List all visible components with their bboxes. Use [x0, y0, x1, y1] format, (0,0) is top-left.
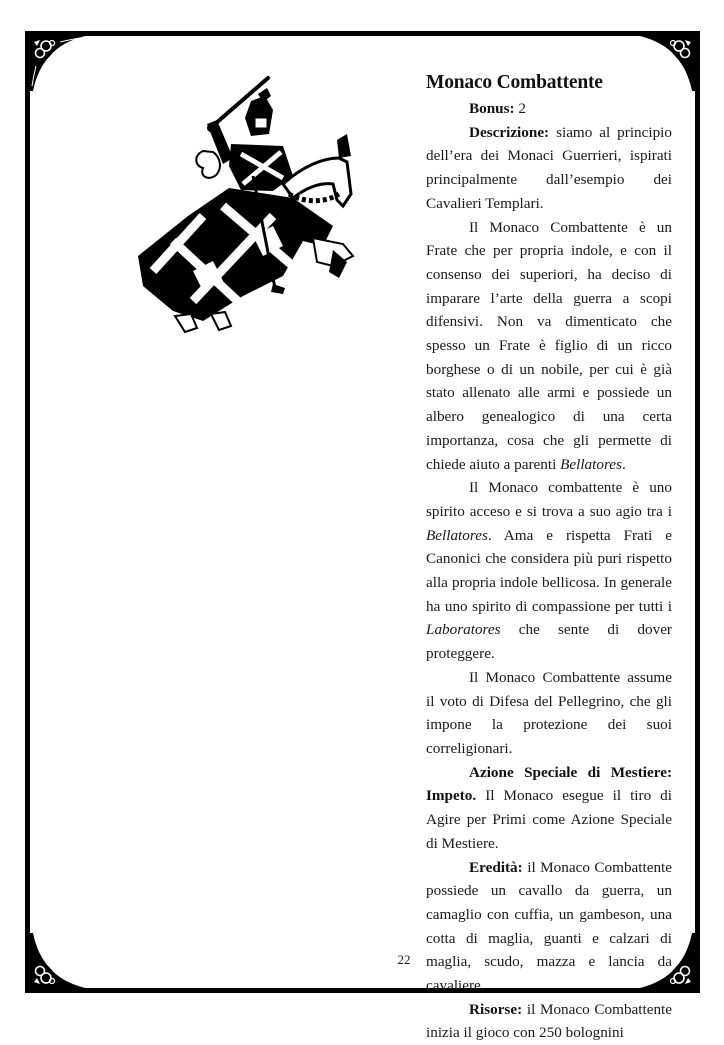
eredita-text: il Monaco Combattente possiede un cavallo da guerra, un camaglio con cuffia, un gambeson, una cotta di maglia, guanti e calzari di maglia, scudo, mazza e lancia da cavaliere.: [426, 858, 673, 995]
risorse-paragraph: [426, 998, 672, 1045]
ornament-corner-icon: [30, 36, 90, 96]
descrizione-text: siamo al principio dell’era dei Monaci Guerrieri, ispirati principalmente dall’esempio dei Cavalieri Templari.: [426, 123, 672, 212]
bonus-paragraph: [426, 97, 672, 121]
risorse-text: il Monaco Combattente inizia il gioco con 250 bolognini: [426, 1000, 673, 1042]
page-title: Monaco Combattente: [426, 72, 603, 93]
ornament-corner-icon: [30, 928, 90, 988]
azione-text: Il Monaco esegue il tiro di Agire per Primi come Azione Speciale di Mestiere.: [426, 787, 672, 852]
paragraph-text: che sente di dover proteggere.: [426, 621, 672, 663]
paragraph-text: .: [621, 455, 626, 473]
risorse-label: Risorse:: [469, 1000, 523, 1018]
text-column: [426, 70, 672, 1045]
eredita-label: Eredità:: [469, 858, 523, 876]
descrizione-paragraph-4: Il Monaco Combattente assume il voto di Difesa del Pellegrino, che gli impone la protezione dei suoi correligionari.: [426, 668, 672, 757]
eredita-paragraph: [426, 856, 672, 998]
paragraph-text: . Ama e rispetta Frati e Canonici che considera più puri rispetto alla propria indole bellicosa. In generale ha uno spirito di compassione per tutti i: [426, 526, 672, 615]
azione-label: Azione Speciale di Mestiere: Impeto.: [426, 763, 672, 805]
descrizione-label: Descrizione:: [469, 123, 550, 141]
descrizione-paragraph-2: [426, 216, 672, 477]
mounted-knight-illustration: [133, 66, 369, 336]
descrizione-paragraph-3: [426, 476, 672, 666]
paragraph-text: Il Monaco combattente è uno spirito acceso e si trova a suo agio tra i: [426, 479, 672, 520]
page-number: 22: [397, 952, 411, 967]
descrizione-paragraph: [426, 121, 672, 216]
bonus-label: Bonus:: [469, 100, 515, 117]
bonus-value: 2: [518, 100, 526, 117]
italic-term: Bellatores: [426, 526, 488, 544]
paragraph-text: Il Monaco Combattente è un Frate che per propria indole, e con il consenso dei superiori, ha deciso di imparare l’arte della guerra a scopi difensivi. Non va dimenticato che spesso un Frate è figlio di un ricco borghese o di un nobile, per cui è già stato allenato alle armi e possiede un albero genealogico di una certa importanza, cosa che gli permette di chiede aiuto a parenti: [426, 218, 672, 473]
italic-term: Bellatores: [560, 455, 622, 473]
azione-paragraph: [426, 761, 672, 856]
italic-term: Laboratores: [426, 621, 501, 639]
